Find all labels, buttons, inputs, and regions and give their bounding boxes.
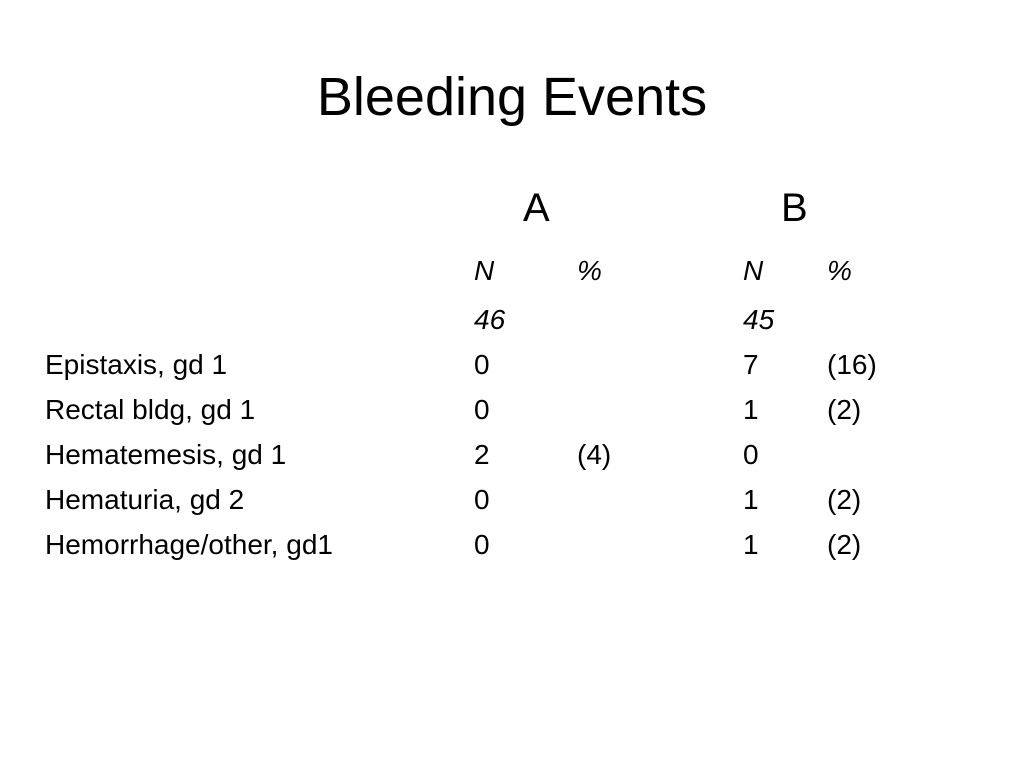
subheader-b-pct: % xyxy=(827,255,852,286)
row-a-n: 0 xyxy=(474,484,490,515)
row-label: Hemorrhage/other, gd1 xyxy=(45,529,333,560)
row-a-n: 0 xyxy=(474,349,490,380)
row-label: Epistaxis, gd 1 xyxy=(45,349,228,380)
total-b-n: 45 xyxy=(743,304,775,335)
row-b-n: 0 xyxy=(743,439,759,470)
row-b-n: 1 xyxy=(743,484,759,515)
row-a-n: 2 xyxy=(474,439,490,470)
slide-title: Bleeding Events xyxy=(316,67,708,127)
subheader-b-n: N xyxy=(743,255,764,286)
row-b-n: 1 xyxy=(743,394,759,425)
row-a-n: 0 xyxy=(474,394,490,425)
total-a-n: 46 xyxy=(474,304,506,335)
row-b-pct: (2) xyxy=(827,394,862,425)
subheader-a-n: N xyxy=(474,255,495,286)
row-b-pct: (2) xyxy=(827,484,862,515)
row-label: Hematuria, gd 2 xyxy=(45,484,245,515)
row-b-pct: (2) xyxy=(827,529,862,560)
row-label: Hematemesis, gd 1 xyxy=(45,439,287,470)
row-b-n: 7 xyxy=(743,349,759,380)
row-b-pct: (16) xyxy=(827,349,877,380)
row-a-n: 0 xyxy=(474,529,490,560)
row-b-n: 1 xyxy=(743,529,759,560)
group-header-b: B xyxy=(781,186,808,230)
row-label: Rectal bldg, gd 1 xyxy=(45,394,256,425)
group-header-a: A xyxy=(523,186,550,230)
row-a-pct: (4) xyxy=(577,439,612,470)
subheader-a-pct: % xyxy=(577,255,602,286)
